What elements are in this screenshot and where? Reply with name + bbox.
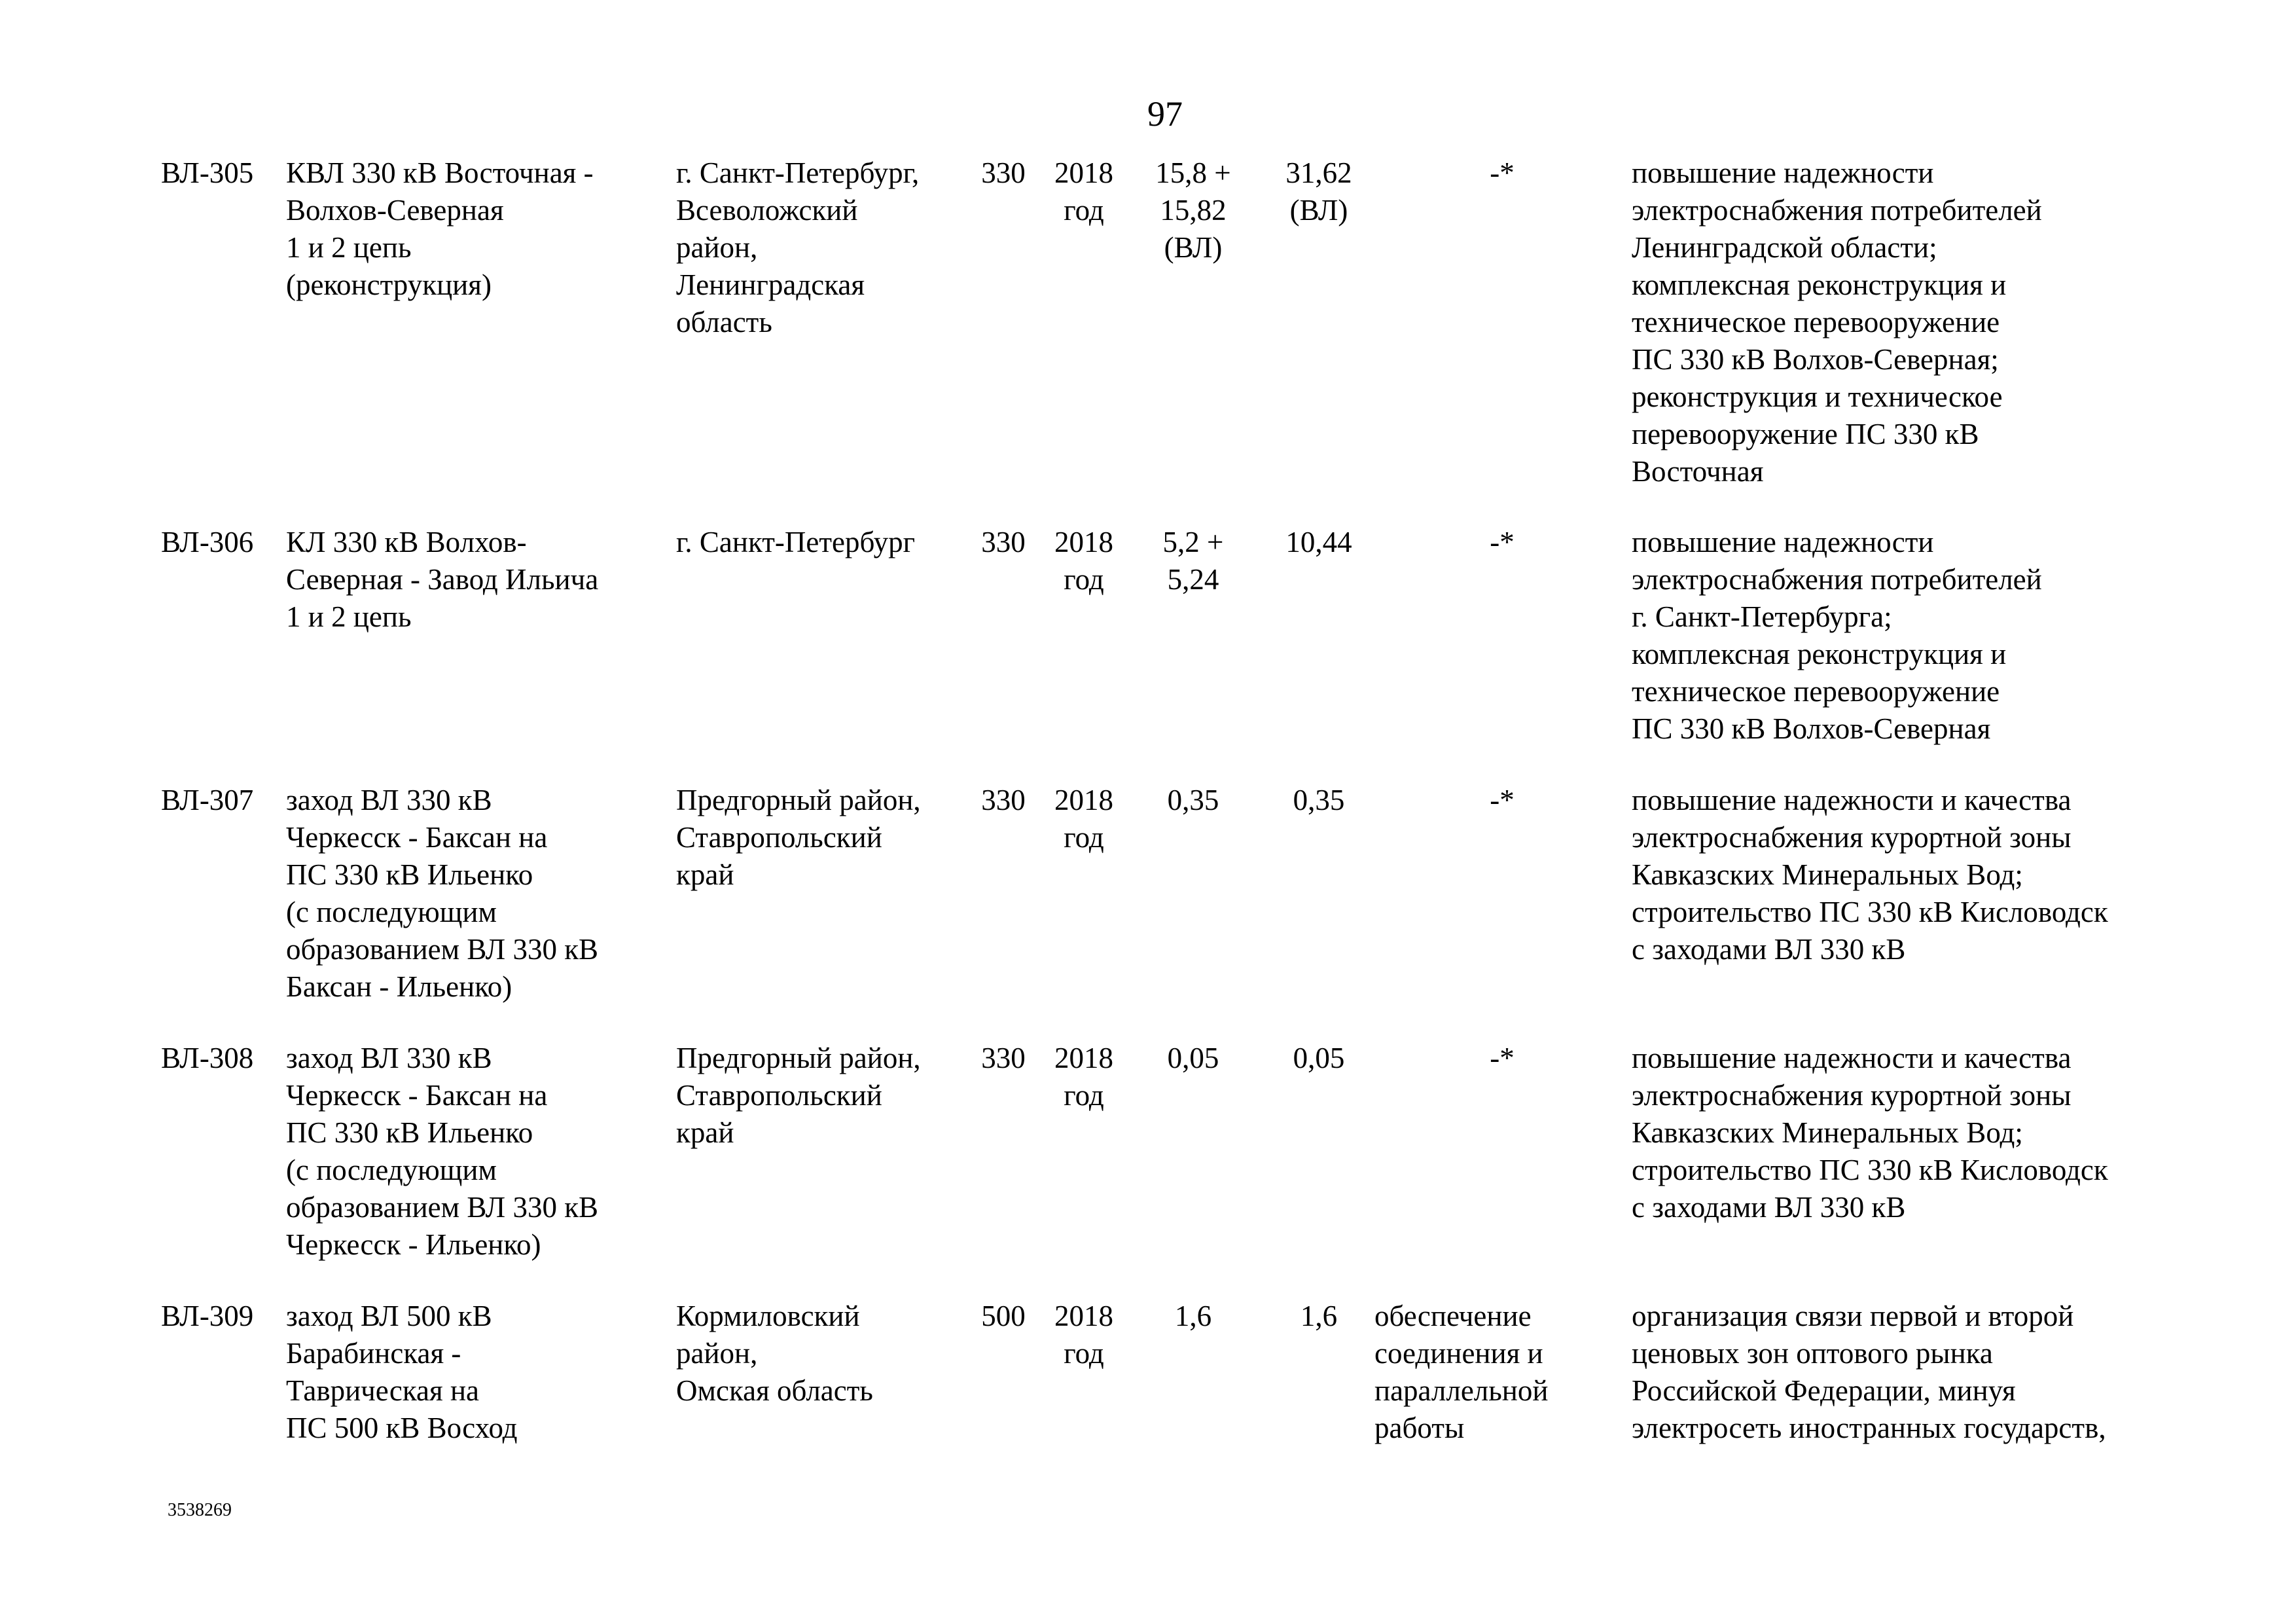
justification-cell: [1632, 155, 2042, 490]
length-total-cell: [1260, 1298, 1378, 1335]
length-circuit-text: 0,05: [1167, 1042, 1219, 1074]
length-circuit-cell: [1134, 782, 1252, 819]
location-text: Кормиловский: [676, 1300, 860, 1332]
voltage-text: 330: [981, 526, 1026, 558]
justification-text: с заходами ВЛ 330 кВ: [1632, 933, 1906, 966]
line-name-text: заход ВЛ 500 кВ: [286, 1300, 492, 1332]
location-text: Омская область: [676, 1374, 873, 1407]
purpose-text: -*: [1490, 526, 1515, 558]
voltage-cell: [974, 1040, 1033, 1077]
location-text: район,: [676, 231, 758, 264]
line-name-text: Черкесск - Баксан на: [286, 821, 548, 854]
line-name-text: 1 и 2 цепь: [286, 600, 412, 633]
length-total-cell: [1260, 782, 1378, 819]
purpose-text: обеспечение: [1374, 1300, 1532, 1332]
justification-text: повышение надежности и качества: [1632, 1042, 2072, 1074]
justification-text: Восточная: [1632, 455, 1764, 488]
justification-text: электроснабжения курортной зоны: [1632, 1079, 2072, 1112]
length-circuit-cell: [1134, 524, 1252, 598]
line-name-text: (с последующим: [286, 1154, 497, 1186]
location-text: район,: [676, 1337, 758, 1370]
justification-text: строительство ПС 330 кВ Кисловодск: [1632, 1154, 2108, 1186]
purpose-cell: [1374, 1298, 1630, 1447]
justification-text: Кавказских Минеральных Вод;: [1632, 858, 2023, 891]
line-code-cell: [161, 782, 253, 819]
voltage-text: 500: [981, 1300, 1026, 1332]
location-cell: [676, 1298, 873, 1410]
purpose-text: работы: [1374, 1412, 1465, 1444]
length-circuit-text: 15,82: [1160, 194, 1227, 227]
commission-year-cell: [1045, 155, 1123, 229]
length-circuit-text: (ВЛ): [1164, 231, 1223, 264]
purpose-text: параллельной: [1374, 1374, 1549, 1407]
length-circuit-cell: [1134, 1040, 1252, 1077]
line-code-cell: [161, 1298, 253, 1335]
line-name-cell: [286, 782, 598, 1006]
commission-year-text: год: [1064, 821, 1104, 854]
justification-text: повышение надежности: [1632, 526, 1934, 558]
length-total-cell: [1260, 1040, 1378, 1077]
line-name-text: КЛ 330 кВ Волхов-: [286, 526, 527, 558]
justification-text: реконструкция и техническое: [1632, 380, 2003, 413]
location-text: Ставропольский: [676, 1079, 882, 1112]
document-code: 3538269: [168, 1500, 232, 1520]
location-text: край: [676, 1116, 734, 1149]
justification-text: Кавказских Минеральных Вод;: [1632, 1116, 2023, 1149]
length-circuit-cell: [1134, 155, 1252, 266]
line-name-text: 1 и 2 цепь: [286, 231, 412, 264]
length-circuit-cell: [1134, 1298, 1252, 1335]
justification-text: комплексная реконструкция и: [1632, 638, 2007, 670]
justification-text: повышение надежности: [1632, 156, 1934, 189]
location-text: область: [676, 306, 772, 338]
purpose-cell: [1374, 1040, 1630, 1077]
length-total-text: 1,6: [1300, 1300, 1338, 1332]
justification-text: организация связи первой и второй: [1632, 1300, 2074, 1332]
location-cell: [676, 782, 921, 894]
line-name-text: Барабинская -: [286, 1337, 461, 1370]
line-code-text: ВЛ-307: [161, 784, 254, 816]
justification-text: ПС 330 кВ Волхов-Северная: [1632, 712, 1991, 745]
commission-year-cell: [1045, 782, 1123, 856]
line-name-text: образованием ВЛ 330 кВ: [286, 933, 599, 966]
voltage-text: 330: [981, 784, 1026, 816]
line-name-text: образованием ВЛ 330 кВ: [286, 1191, 599, 1224]
justification-cell: [1632, 1298, 2106, 1447]
location-cell: [676, 524, 915, 561]
justification-text: техническое перевооружение: [1632, 675, 2000, 708]
purpose-cell: [1374, 155, 1630, 192]
commission-year-text: 2018: [1054, 1042, 1113, 1074]
commission-year-text: 2018: [1054, 156, 1113, 189]
location-text: Всеволожский: [676, 194, 858, 227]
line-name-text: ПС 330 кВ Ильенко: [286, 858, 533, 891]
line-name-text: Черкесск - Ильенко): [286, 1228, 541, 1261]
justification-text: электросеть иностранных государств,: [1632, 1412, 2106, 1444]
line-name-text: (реконструкция): [286, 268, 492, 301]
line-name-cell: [286, 1040, 598, 1264]
commission-year-text: год: [1064, 563, 1104, 596]
purpose-text: -*: [1490, 156, 1515, 189]
purpose-text: соединения и: [1374, 1337, 1543, 1370]
justification-text: электроснабжения курортной зоны: [1632, 821, 2072, 854]
justification-text: техническое перевооружение: [1632, 306, 2000, 338]
length-total-cell: [1260, 524, 1378, 561]
purpose-cell: [1374, 782, 1630, 819]
purpose-text: -*: [1490, 1042, 1515, 1074]
line-code-text: ВЛ-305: [161, 156, 254, 189]
length-circuit-text: 5,2 +: [1162, 526, 1224, 558]
justification-text: перевооружение ПС 330 кВ: [1632, 418, 1979, 450]
page-number: 97: [1147, 94, 1183, 134]
location-cell: [676, 155, 919, 341]
location-text: г. Санкт-Петербург: [676, 526, 916, 558]
line-name-text: ПС 330 кВ Ильенко: [286, 1116, 533, 1149]
justification-text: Российской Федерации, минуя: [1632, 1374, 2016, 1407]
length-circuit-text: 15,8 +: [1155, 156, 1231, 189]
line-name-text: заход ВЛ 330 кВ: [286, 1042, 492, 1074]
location-text: Ставропольский: [676, 821, 882, 854]
justification-text: ПС 330 кВ Волхов-Северная;: [1632, 343, 1999, 376]
voltage-cell: [974, 155, 1033, 192]
length-circuit-text: 0,35: [1167, 784, 1219, 816]
line-name-cell: [286, 155, 594, 304]
line-name-text: заход ВЛ 330 кВ: [286, 784, 492, 816]
voltage-cell: [974, 1298, 1033, 1335]
length-total-text: 0,35: [1293, 784, 1345, 816]
location-text: Ленинградская: [676, 268, 865, 301]
justification-text: с заходами ВЛ 330 кВ: [1632, 1191, 1906, 1224]
commission-year-cell: [1045, 1040, 1123, 1114]
justification-cell: [1632, 1040, 2108, 1226]
location-text: край: [676, 858, 734, 891]
line-code-cell: [161, 1040, 253, 1077]
length-total-text: 10,44: [1285, 526, 1352, 558]
voltage-text: 330: [981, 156, 1026, 189]
line-name-text: Баксан - Ильенко): [286, 970, 512, 1003]
length-total-text: (ВЛ): [1289, 194, 1348, 227]
commission-year-text: 2018: [1054, 784, 1113, 816]
justification-cell: [1632, 524, 2042, 748]
line-code-cell: [161, 155, 253, 192]
line-name-cell: [286, 1298, 518, 1447]
justification-text: электроснабжения потребителей: [1632, 194, 2042, 227]
line-name-text: Черкесск - Баксан на: [286, 1079, 548, 1112]
line-name-cell: [286, 524, 598, 636]
location-text: Предгорный район,: [676, 1042, 921, 1074]
justification-text: строительство ПС 330 кВ Кисловодск: [1632, 896, 2108, 928]
voltage-cell: [974, 782, 1033, 819]
length-total-text: 0,05: [1293, 1042, 1345, 1074]
line-name-text: КВЛ 330 кВ Восточная -: [286, 156, 594, 189]
length-circuit-text: 5,24: [1167, 563, 1219, 596]
commission-year-cell: [1045, 524, 1123, 598]
length-circuit-text: 1,6: [1174, 1300, 1212, 1332]
justification-cell: [1632, 782, 2108, 968]
line-name-text: ПС 500 кВ Восход: [286, 1412, 518, 1444]
line-name-text: Волхов-Северная: [286, 194, 504, 227]
location-text: г. Санкт-Петербург,: [676, 156, 920, 189]
justification-text: электроснабжения потребителей: [1632, 563, 2042, 596]
line-code-text: ВЛ-309: [161, 1300, 254, 1332]
purpose-text: -*: [1490, 784, 1515, 816]
justification-text: г. Санкт-Петербурга;: [1632, 600, 1892, 633]
commission-year-text: год: [1064, 1079, 1104, 1112]
commission-year-text: 2018: [1054, 526, 1113, 558]
line-name-text: Таврическая на: [286, 1374, 480, 1407]
commission-year-text: год: [1064, 194, 1104, 227]
line-name-text: Северная - Завод Ильича: [286, 563, 599, 596]
voltage-text: 330: [981, 1042, 1026, 1074]
commission-year-text: 2018: [1054, 1300, 1113, 1332]
justification-text: ценовых зон оптового рынка: [1632, 1337, 1993, 1370]
justification-text: повышение надежности и качества: [1632, 784, 2072, 816]
location-text: Предгорный район,: [676, 784, 921, 816]
justification-text: комплексная реконструкция и: [1632, 268, 2007, 301]
voltage-cell: [974, 524, 1033, 561]
purpose-cell: [1374, 524, 1630, 561]
line-name-text: (с последующим: [286, 896, 497, 928]
location-cell: [676, 1040, 921, 1152]
line-code-text: ВЛ-306: [161, 526, 254, 558]
length-total-text: 31,62: [1285, 156, 1352, 189]
commission-year-text: год: [1064, 1337, 1104, 1370]
line-code-text: ВЛ-308: [161, 1042, 254, 1074]
length-total-cell: [1260, 155, 1378, 229]
commission-year-cell: [1045, 1298, 1123, 1372]
justification-text: Ленинградской области;: [1632, 231, 1937, 264]
line-code-cell: [161, 524, 253, 561]
